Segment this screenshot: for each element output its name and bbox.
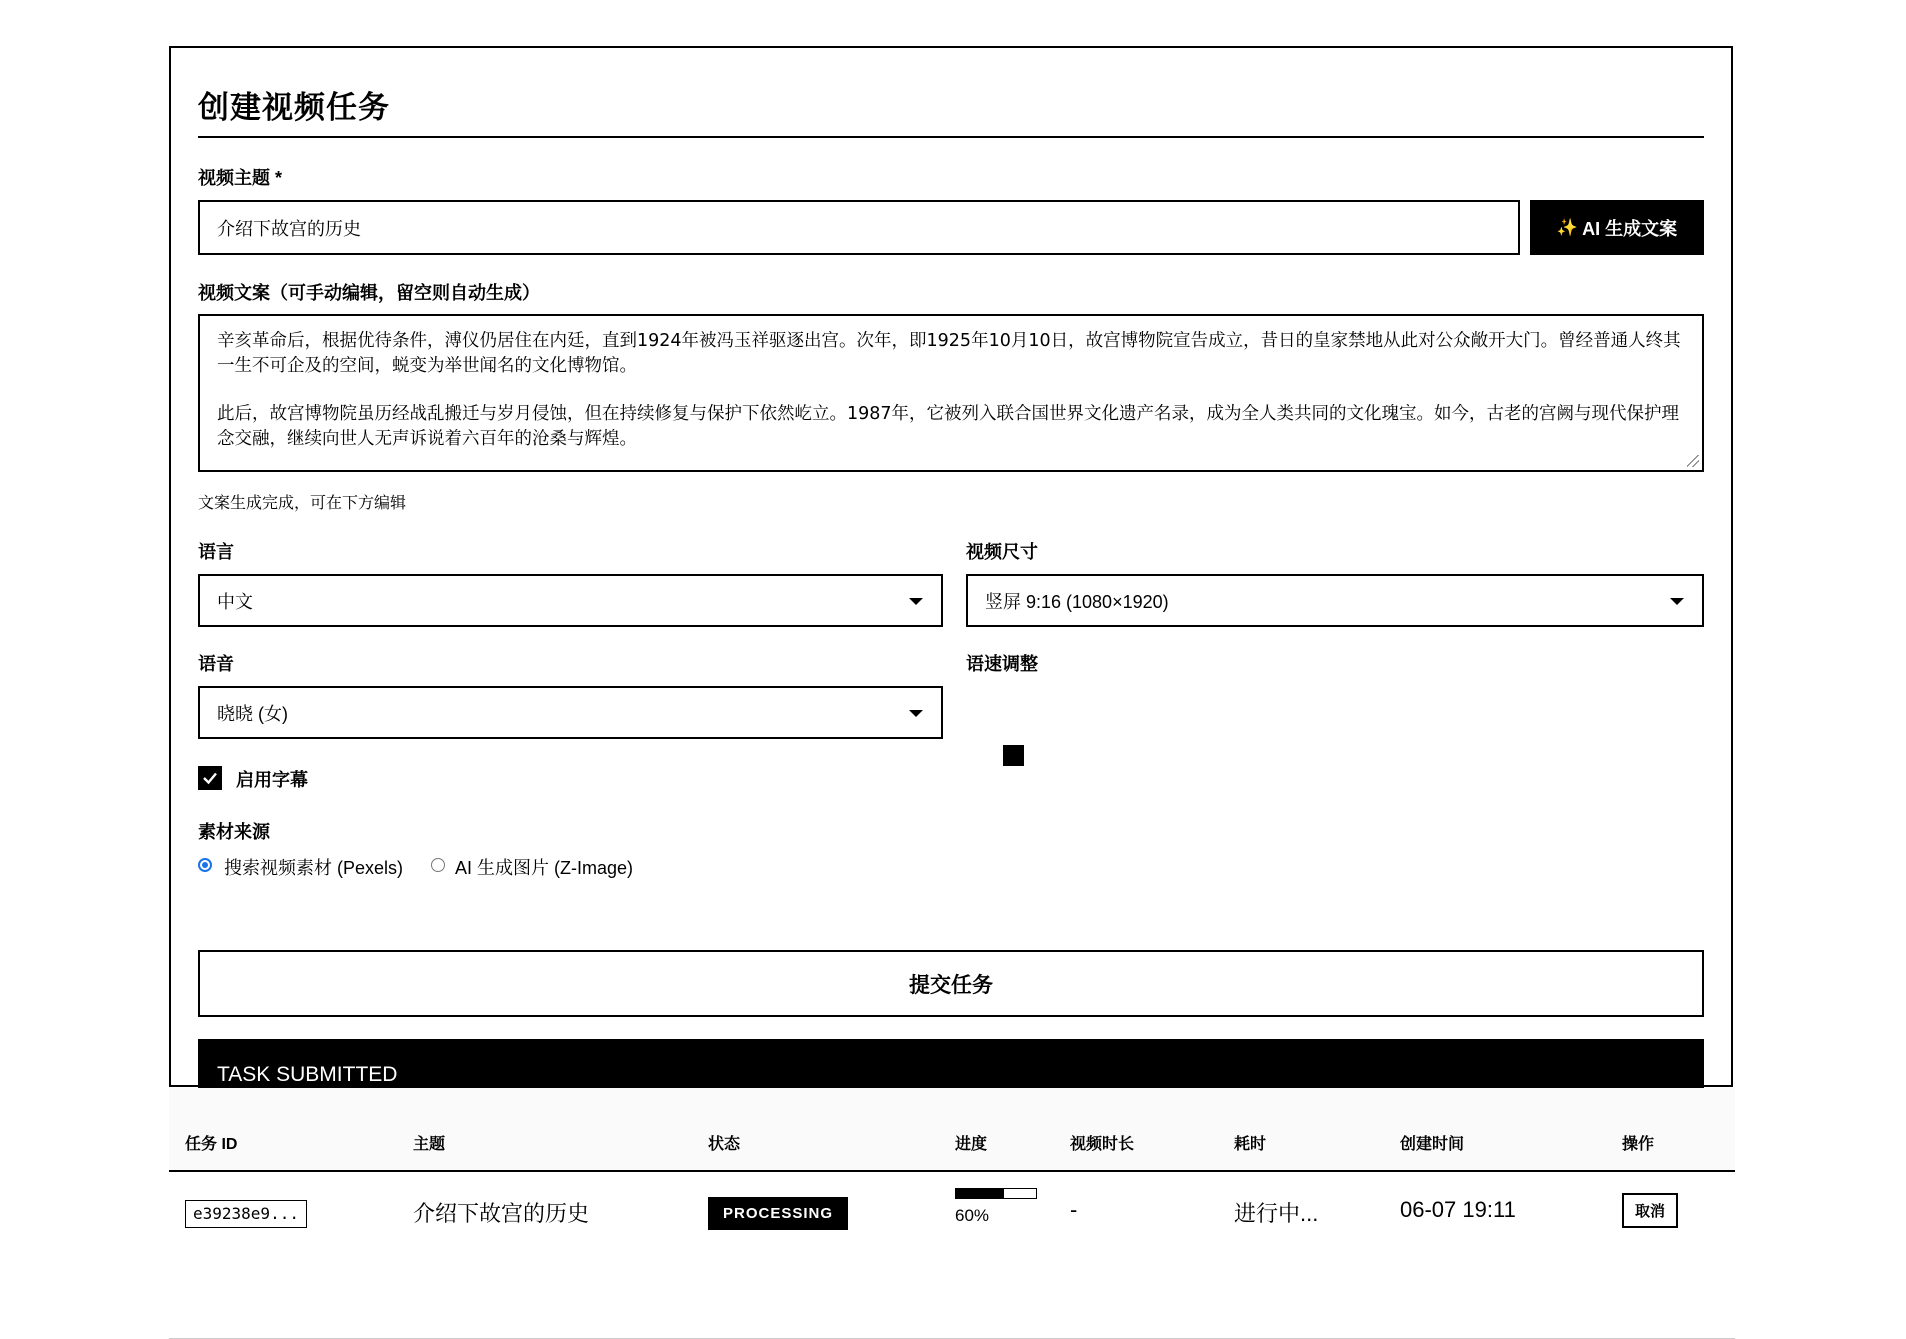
script-status-hint: 文案生成完成，可在下方编辑	[198, 495, 407, 512]
progress-bar-fill	[956, 1189, 1004, 1198]
column-header-id: 任务 ID	[185, 1136, 238, 1153]
sparkles-icon: ✨	[1556, 217, 1579, 237]
voice-select-value: 晓晓 (女)	[217, 703, 288, 724]
subtitles-checkbox[interactable]	[198, 766, 222, 790]
column-header-topic: 主题	[413, 1136, 446, 1153]
topic-label: 视频主题 *	[198, 168, 283, 188]
cancel-button-label: 取消	[1634, 1203, 1665, 1220]
submit-task-button[interactable]	[198, 950, 1704, 1017]
voice-label: 语音	[198, 654, 234, 674]
language-select-value: 中文	[217, 591, 253, 612]
check-icon	[201, 769, 219, 787]
column-header-created: 创建时间	[1400, 1136, 1465, 1153]
progress-bar	[955, 1188, 1037, 1199]
task-topic: 介绍下故宫的历史	[413, 1201, 590, 1226]
cancel-task-button[interactable]	[1622, 1193, 1678, 1228]
script-paragraph: 辛亥革命后，根据优待条件，溥仪仍居住在内廷，直到1924年被冯玉祥驱逐出宫。次年，即1925年10月10日，故宫博物院宣告成立，昔日的皇家禁地从此对公众敞开大门。曾经普通人终其一生不可企及的空间，蜕变为举世闻名的文化博物馆。	[217, 331, 1681, 376]
script-paragraph: 此后，故宫博物院虽历经战乱搬迁与岁月侵蚀，但在持续修复与保护下依然屹立。1987年，它被列入联合国世界文化遗产名录，成为全人类共同的文化瑰宝。如今，古老的宫阙与现代保护理念交融，继续向世人无声诉说着六百年的沧桑与辉煌。	[217, 404, 1680, 449]
status-badge: PROCESSING	[708, 1197, 848, 1230]
column-header-actions: 操作	[1622, 1136, 1655, 1153]
speed-slider-handle[interactable]	[1003, 745, 1024, 766]
size-label: 视频尺寸	[966, 542, 1038, 562]
source-radio-pexels[interactable]	[198, 858, 212, 872]
banner-text: TASK SUBMITTED	[217, 1062, 398, 1086]
speed-label: 语速调整	[966, 654, 1038, 674]
progress-text: 60%	[955, 1206, 990, 1225]
language-select[interactable]	[198, 574, 943, 627]
column-header-elapsed: 耗时	[1234, 1136, 1267, 1153]
topic-input[interactable]	[198, 200, 1520, 255]
source-option-label: AI 生成图片 (Z-Image)	[455, 858, 634, 878]
submit-button-label: 提交任务	[909, 973, 993, 997]
size-select-value: 竖屏 9:16 (1080×1920)	[985, 591, 1169, 612]
task-id-tag[interactable]: e39238e9...	[185, 1200, 307, 1228]
source-radio-zimage[interactable]	[431, 858, 445, 872]
column-header-progress: 进度	[955, 1136, 988, 1153]
ai-button-label: AI 生成文案	[1582, 218, 1678, 239]
title-divider	[198, 136, 1704, 138]
column-header-status: 状态	[708, 1136, 741, 1153]
chevron-down-icon	[1670, 598, 1684, 605]
task-created-time: 06-07 19:11	[1400, 1197, 1516, 1222]
chevron-down-icon	[909, 598, 923, 605]
task-elapsed: 进行中...	[1234, 1201, 1319, 1226]
resize-handle-icon[interactable]	[1687, 455, 1699, 467]
ai-generate-script-button[interactable]	[1530, 200, 1704, 255]
create-task-panel	[169, 46, 1733, 1087]
column-header-duration: 视频时长	[1070, 1136, 1135, 1153]
script-label: 视频文案（可手动编辑，留空则自动生成）	[198, 283, 540, 303]
source-label: 素材来源	[198, 822, 270, 842]
page-title: 创建视频任务	[198, 90, 390, 125]
voice-select[interactable]	[198, 686, 943, 739]
table-header	[169, 1088, 1735, 1172]
script-textarea[interactable]	[198, 314, 1704, 472]
size-select[interactable]	[966, 574, 1704, 627]
source-option-label: 搜索视频素材 (Pexels)	[224, 858, 404, 878]
chevron-down-icon	[909, 710, 923, 717]
subtitles-label: 启用字幕	[236, 770, 308, 790]
topic-input-value: 介绍下故宫的历史	[217, 218, 361, 239]
task-duration: -	[1070, 1197, 1078, 1222]
language-label: 语言	[198, 542, 234, 562]
